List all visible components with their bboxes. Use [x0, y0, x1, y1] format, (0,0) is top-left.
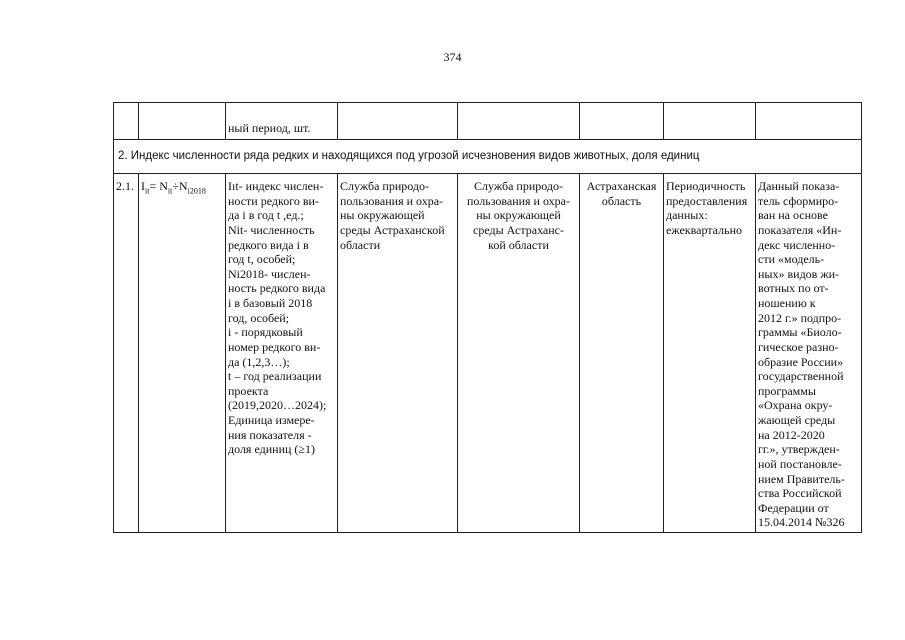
formula-a-sub: it — [145, 186, 150, 196]
frequency-line: предоставления — [666, 193, 748, 208]
territory-line: область — [601, 193, 642, 208]
responsible-line: среды Астраханской — [340, 222, 445, 237]
definition-line: да (1,2,3…); — [228, 354, 290, 369]
frequency-cell — [664, 174, 756, 533]
page-number: 374 — [443, 50, 462, 64]
formula-plus: ÷N — [172, 179, 188, 193]
notes-line: образие России» — [758, 354, 844, 369]
section-heading: 2. Индекс численности ряда редких и находящихся под угрозой исчезновения видов животных, доля единиц — [114, 140, 862, 174]
source-line: Служба природо- — [474, 179, 563, 193]
notes-line: граммы «Биоло- — [758, 325, 842, 340]
notes-line: 15.04.2014 №326 — [758, 515, 845, 530]
notes-line: декс численно- — [758, 237, 836, 252]
definition-line: Ni2018- числен- — [228, 266, 311, 281]
responsible-line: Служба природо- — [340, 179, 429, 193]
responsible-line: пользования и охра- — [340, 193, 444, 208]
notes-line: государственной — [758, 369, 844, 384]
territory-cell — [580, 174, 664, 533]
notes-line: Данный показа- — [758, 179, 840, 193]
notes-line: на 2012-2020 — [758, 427, 825, 442]
frequency-line: Периодичность — [666, 179, 746, 193]
definition-line: год, особей; — [228, 310, 290, 325]
definition-line: ния показателя - — [228, 427, 312, 442]
formula-c-sub: i2018 — [187, 186, 206, 196]
cell-unit-continuation: ный период, шт. — [226, 103, 338, 140]
notes-line: гг.», утвержден- — [758, 442, 840, 457]
indicator-table-container — [113, 102, 862, 533]
definition-line: Единица измере- — [228, 413, 315, 427]
source-line: кой области — [488, 237, 549, 252]
definition-line: редкого вида i в — [228, 237, 309, 252]
notes-line: гическое разно- — [758, 339, 839, 354]
formula-eq: = N — [149, 179, 168, 193]
table-row-top — [114, 103, 862, 140]
definition-line: Iıt- индекс числен- — [228, 179, 324, 193]
notes-line: 2012 г.» подпро- — [758, 310, 842, 325]
notes-line: программы — [758, 383, 816, 398]
definition-line: i в базовый 2018 — [228, 296, 313, 310]
definition-line: Nit- численность — [228, 222, 315, 237]
definition-line: t – год реализации — [228, 369, 322, 384]
notes-line: вотных по от- — [758, 281, 829, 296]
section-heading-row — [114, 140, 862, 174]
cell-empty — [139, 103, 226, 140]
cell-empty — [580, 103, 664, 140]
definition-cell — [226, 174, 338, 533]
notes-line: «Охрана окру- — [758, 398, 833, 413]
row-number: 2.1. — [114, 174, 139, 533]
formula-b-sub: it — [167, 186, 173, 196]
source-cell — [458, 174, 580, 533]
cell-empty — [458, 103, 580, 140]
source-line: ны окружающей — [476, 208, 561, 223]
responsible-cell — [338, 174, 458, 533]
definition-line: год t, особей; — [228, 252, 296, 267]
definition-line: проекта — [228, 383, 269, 398]
cell-empty — [338, 103, 458, 140]
notes-cell — [756, 174, 862, 533]
notes-line: тель сформиро- — [758, 193, 839, 208]
frequency-line: ежеквартально — [666, 222, 742, 237]
definition-line: ности редкого ви- — [228, 193, 319, 208]
cell-empty — [756, 103, 862, 140]
table-row-2-1 — [114, 174, 862, 533]
notes-line: нием Правитель- — [758, 471, 845, 486]
notes-line: ношению к — [758, 296, 816, 310]
cell-empty — [114, 103, 139, 140]
notes-line: ства Российской — [758, 486, 842, 501]
notes-line: ной постановле- — [758, 456, 842, 471]
source-line: среды Астраханс- — [473, 222, 564, 237]
notes-line: ных» видов жи- — [758, 266, 840, 281]
frequency-line: данных: — [666, 208, 708, 223]
notes-line: Федерации от — [758, 500, 829, 515]
responsible-line: области — [340, 237, 381, 252]
definition-line: ность редкого вида — [228, 281, 326, 296]
territory-line: Астраханская — [586, 179, 657, 193]
responsible-line: ны окружающей — [340, 208, 425, 223]
definition-line: да i в год t ,ед.; — [228, 208, 304, 223]
cell-empty — [664, 103, 756, 140]
notes-line: сти «модель- — [758, 252, 825, 267]
notes-line: показателя «Ин- — [758, 222, 842, 237]
definition-line: i - порядковый — [228, 325, 303, 340]
notes-line: жающей среды — [758, 413, 836, 427]
indicator-table — [113, 102, 862, 533]
formula-a: I — [141, 179, 145, 193]
definition-line: (2019,2020…2024); — [228, 398, 327, 413]
notes-line: ван на основе — [758, 208, 828, 223]
source-line: пользования и охра- — [466, 193, 571, 208]
definition-line: номер редкого ви- — [228, 339, 321, 354]
definition-line: доля единиц (≥1) — [228, 442, 315, 457]
formula-cell — [139, 174, 226, 533]
